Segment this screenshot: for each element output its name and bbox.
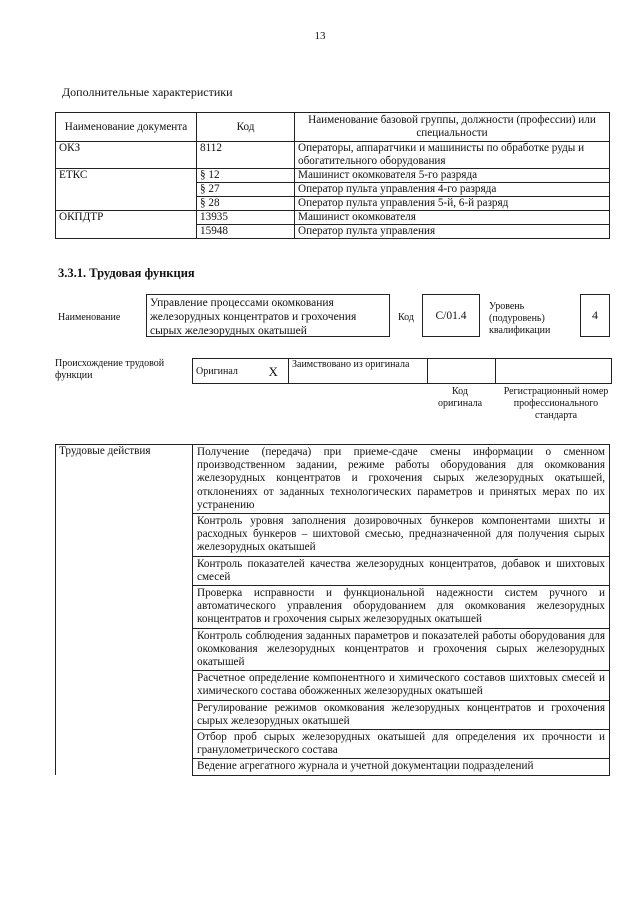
level-box: 4 <box>580 294 610 337</box>
origin-table <box>192 358 612 384</box>
table-row <box>56 211 610 225</box>
table-cell-code: 8112 <box>197 142 295 169</box>
labor-action-text: Проверка исправности и функциональной надежности систем ручного и автоматического управления оборудованием для окомкования железорудных концентратов и грохочения сырых железорудных окатышей <box>193 586 610 629</box>
column-header: Наименование документа <box>56 113 197 142</box>
page-number: 13 <box>314 30 326 42</box>
section-title: Дополнительные характеристики <box>62 85 233 99</box>
table-cell-doc: ЕТКС <box>56 169 197 183</box>
table-cell-code: § 28 <box>197 197 295 211</box>
table-cell-name: Оператор пульта управления <box>295 225 610 239</box>
table-cell-name: Оператор пульта управления 4-го разряда <box>295 183 610 197</box>
table-row <box>56 197 610 211</box>
column-header: Наименование базовой группы, должности (профессии) или специальности <box>295 113 610 142</box>
function-name-box: Управление процессами окомкования железорудных концентратов и грохочения сырых железорудных окатышей <box>146 294 390 337</box>
reg-number-cell <box>496 359 612 384</box>
labor-action-text: Регулирование режимов окомкования железорудных концентратов и грохочения сырых железорудных окатышей <box>193 700 610 729</box>
table-header-row <box>56 113 610 142</box>
table-cell-doc <box>56 183 197 197</box>
table-row <box>56 183 610 197</box>
table-cell-name: Машинист окомкователя 5-го разряда <box>295 169 610 183</box>
table-cell-code: § 12 <box>197 169 295 183</box>
table-cell-name: Машинист окомкователя <box>295 211 610 225</box>
function-title: 3.3.1. Трудовая функция <box>58 266 195 280</box>
table-cell-doc: ОКЗ <box>56 142 197 169</box>
name-label: Наименование <box>58 312 121 323</box>
table-row <box>56 225 610 239</box>
original-code-cell <box>428 359 496 384</box>
table-cell-doc <box>56 225 197 239</box>
table-cell-code: § 27 <box>197 183 295 197</box>
labor-action-text: Ведение агрегатного журнала и учетной документации подразделений <box>193 759 610 775</box>
table-cell-doc: ОКПДТР <box>56 211 197 225</box>
table-cell-doc <box>56 197 197 211</box>
function-code-box: C/01.4 <box>422 294 480 337</box>
labor-actions-table <box>55 444 610 776</box>
labor-action-text: Контроль показателей качества железорудных концентратов, добавок и шихтовых смесей <box>193 556 610 585</box>
characteristics-table <box>55 112 610 239</box>
table-cell-code: 15948 <box>197 225 295 239</box>
original-mark: X <box>259 359 289 384</box>
code-caption: Код оригинала <box>437 386 483 409</box>
labor-action-text: Отбор проб сырых железорудных окатышей для определения их прочности и гранулометрического состава <box>193 730 610 759</box>
original-label: Оригинал <box>193 359 259 384</box>
borrowed-label: Заимствовано из оригинала <box>289 359 428 384</box>
column-header: Код <box>197 113 295 142</box>
table-cell-code: 13935 <box>197 211 295 225</box>
table-row <box>56 169 610 183</box>
table-cell-name: Операторы, аппаратчики и машинисты по обработке руды и обогатительного оборудования <box>295 142 610 169</box>
table-row <box>56 142 610 169</box>
table-cell-name: Оператор пульта управления 5-й, 6-й разряд <box>295 197 610 211</box>
labor-action-text: Получение (передача) при приеме-сдаче смены информации о сменном производственном задании, режиме работы оборудования для окомкования железорудных концентратов и грохочения сырых железорудных окатышей, отклонениях от заданных технологических параметров и принятых мерах по их устранению <box>193 445 610 514</box>
reg-caption: Регистрационный номер профессионального стандарта <box>503 386 609 421</box>
labor-action-text: Контроль уровня заполнения дозировочных бункеров компонентами шихты и расходных бункеров – шихтовой смесью, предназначенной для получения сырых железорудных окатышей <box>193 514 610 557</box>
code-label: Код <box>398 312 414 323</box>
origin-label: Происхождение трудовой функции <box>55 358 165 381</box>
labor-actions-label: Трудовые действия <box>56 445 193 776</box>
list-item <box>56 445 610 514</box>
labor-action-text: Расчетное определение компонентного и химического составов шихтовых смесей и химического состава обожженных железорудных окатышей <box>193 671 610 700</box>
labor-action-text: Контроль соблюдения заданных параметров и показателей работы оборудования для окомкования железорудных концентратов и грохочения сырых железорудных окатышей <box>193 628 610 671</box>
level-label: Уровень (подуровень) квалификации <box>489 301 551 336</box>
